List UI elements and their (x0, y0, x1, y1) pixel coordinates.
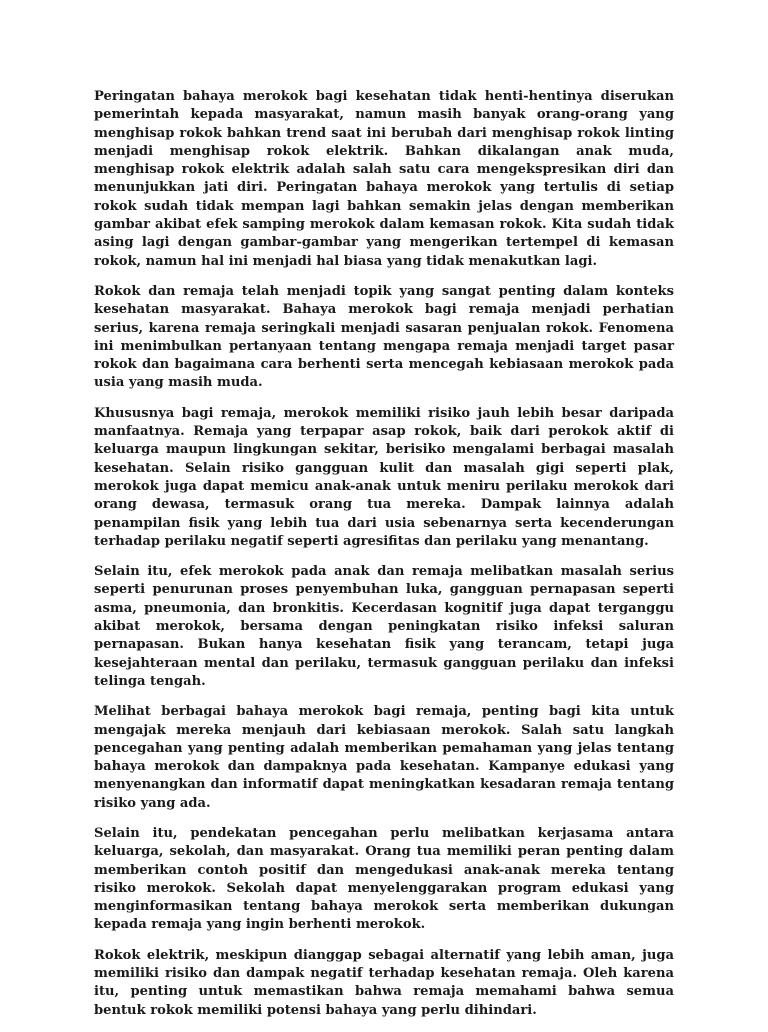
paragraph-5: Melihat berbagai bahaya merokok bagi remaja, penting bagi kita untuk mengajak mereka menjauh dari kebiasaan merokok. Salah satu langkah pencegahan yang penting adalah memberikan pemahaman yang jelas tentang bahaya merokok dan dampaknya pada kesehatan. Kampanye edukasi yang menyenangkan dan informatif dapat meningkatkan kesadaran remaja tentang risiko yang ada. (94, 704, 674, 811)
paragraph-1: Peringatan bahaya merokok bagi kesehatan tidak henti-hentinya diserukan pemerintah kepada masyarakat, namun masih banyak orang-orang yang menghisap rokok bahkan trend saat ini berubah dari menghisap rokok linting menjadi menghisap rokok elektrik. Bahkan dikalangan anak muda, menghisap rokok elektrik adalah salah satu cara mengekspresikan diri dan menunjukkan jati diri. Peringatan bahaya merokok yang tertulis di setiap rokok sudah tidak mempan lagi bahkan semakin jelas dengan memberikan gambar akibat efek samping merokok dalam kemasan rokok. Kita sudah tidak asing lagi dengan gambar-gambar yang mengerikan tertempel di kemasan rokok, namun hal ini menjadi hal biasa yang tidak menakutkan lagi. (94, 89, 674, 269)
paragraph-7: Rokok elektrik, meskipun dianggap sebagai alternatif yang lebih aman, juga memiliki risiko dan dampak negatif terhadap kesehatan remaja. Oleh karena itu, penting untuk memastikan bahwa remaja memahami bahwa semua bentuk rokok memiliki potensi bahaya yang perlu dihindari. (94, 947, 674, 1018)
document-body (94, 88, 674, 1032)
paragraph-4: Selain itu, efek merokok pada anak dan remaja melibatkan masalah serius seperti penurunan proses penyembuhan luka, gangguan pernapasan seperti asma, pneumonia, dan bronkitis. Kecerdasan kognitif juga dapat terganggu akibat merokok, bersama dengan peningkatan risiko infeksi saluran pernapasan. Bukan hanya kesehatan fisik yang terancam, tetapi juga kesejahteraan mental dan perilaku, termasuk gangguan perilaku dan infeksi telinga tengah. (94, 564, 674, 689)
paragraph-3: Khususnya bagi remaja, merokok memiliki risiko jauh lebih besar daripada manfaatnya. Remaja yang terpapar asap rokok, baik dari perokok aktif di keluarga maupun lingkungan sekitar, berisiko mengalami berbagai masalah kesehatan. Selain risiko gangguan kulit dan masalah gigi seperti plak, merokok juga dapat memicu anak-anak untuk meniru perilaku merokok dari orang dewasa, termasuk orang tua mereka. Dampak lainnya adalah penampilan fisik yang lebih tua dari usia sebenarnya serta kecenderungan terhadap perilaku negatif seperti agresifitas dan perilaku yang menantang. (94, 405, 674, 549)
paragraph-6: Selain itu, pendekatan pencegahan perlu melibatkan kerjasama antara keluarga, sekolah, dan masyarakat. Orang tua memiliki peran penting dalam memberikan contoh positif dan mengedukasi anak-anak mereka tentang risiko merokok. Sekolah dapat menyelenggarakan program edukasi yang menginformasikan tentang bahaya merokok serta memberikan dukungan kepada remaja yang ingin berhenti merokok. (94, 825, 674, 933)
paragraph-2: Rokok dan remaja telah menjadi topik yang sangat penting dalam konteks kesehatan masyarakat. Bahaya merokok bagi remaja menjadi perhatian serius, karena remaja seringkali menjadi sasaran penjualan rokok. Fenomena ini menimbulkan pertanyaan tentang mengapa remaja menjadi target pasar rokok dan bagaimana cara berhenti serta mencegah kebiasaan merokok pada usia yang masih muda. (94, 283, 674, 391)
